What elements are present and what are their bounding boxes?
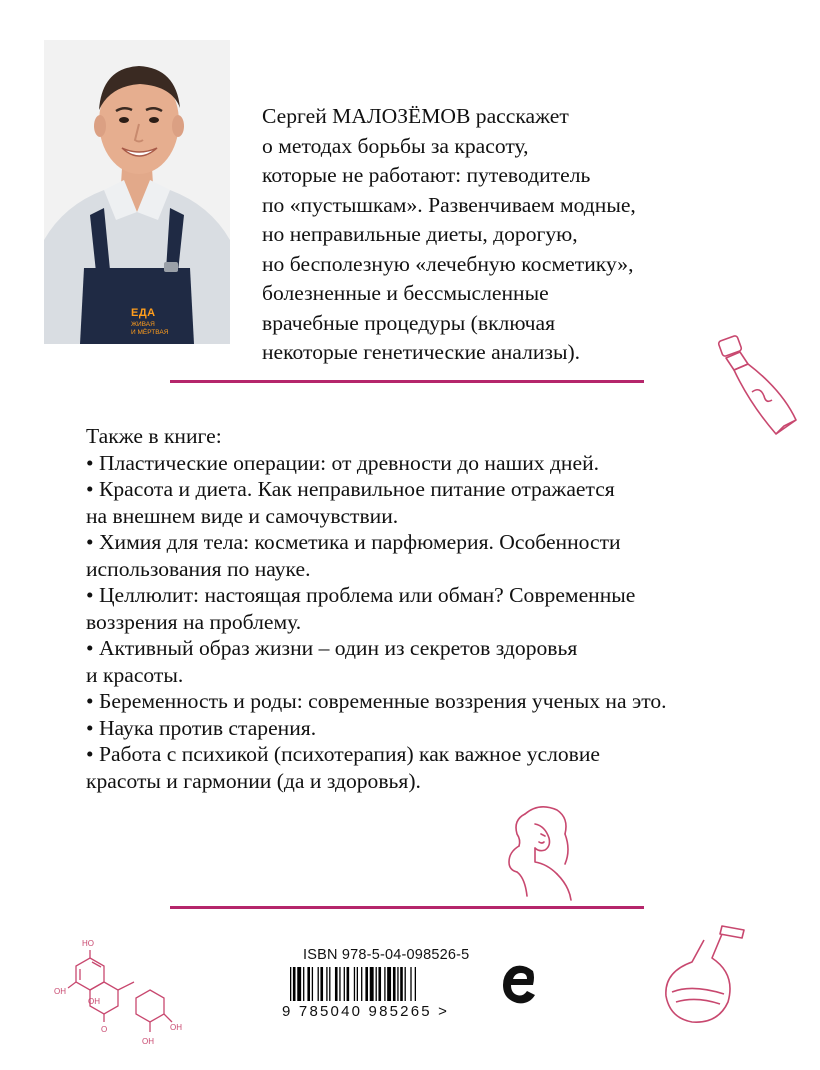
list-item: • Работа с психикой (психотерапия) как важное условие [86,742,600,766]
list-item: • Химия для тела: косметика и парфюмерия. Особенности [86,530,621,554]
barcode-bar [335,967,338,1001]
barcode-bar [347,967,350,1001]
list-item: • Целлюлит: настоящая проблема или обман? Современные [86,583,636,607]
barcode-bar [415,967,416,1001]
barcode-bar [405,967,406,1001]
barcode-bar [361,967,362,1001]
barcode-bar [290,967,291,1001]
barcode-bar [370,967,374,1001]
author-photo [44,40,230,344]
barcode-bar [344,967,345,1001]
barcode-bar [410,967,411,1001]
list-item: • Активный образ жизни – один из секретов здоровья [86,636,578,660]
list-item: • Красота и диета. Как неправильное питание отражается [86,477,615,501]
molecule-label: OH [142,1037,154,1046]
isbn-label: ISBN 978-5-04-098526-5 [303,947,470,963]
intro-line: Сергей МАЛОЗЁМОВ расскажет [262,104,569,128]
molecule-label: O [101,1025,108,1034]
molecule-label: OH [54,987,66,996]
also-in-book-list [86,423,766,794]
list-item: и красоты. [86,662,184,687]
list-item: воззрения на проблему. [86,609,302,634]
apron-logo: ЕДА [131,307,156,319]
list-item: • Пластические операции: от древности до наших дней. [86,450,600,475]
intro-line: о методах борьбы за красоту, [262,133,529,158]
intro-line: которые не работают: путеводитель [262,163,591,187]
intro-line: но бесполезную «лечебную косметику», [262,251,634,276]
intro-line: по «пустышкам». Развенчиваем модные, [262,192,636,217]
barcode-bar [318,967,319,1001]
list-item: красоты и гармонии (да и здоровья). [86,768,421,793]
barcode-bar [354,967,355,1001]
barcode-bar [393,967,396,1001]
woman-portrait-icon [495,800,585,904]
list-item: • Наука против старения. [86,715,317,740]
barcode-bar [307,967,310,1001]
barcode-bar [384,967,385,1001]
barcode-bar [303,967,304,1001]
intro-line: болезненные и бессмысленные [262,281,549,305]
intro-line: некоторые генетические анализы). [262,340,581,364]
barcode-digits: 9 785040 985265 > [282,1003,450,1020]
molecule-structure-icon [44,930,194,1058]
barcode-bar [365,967,368,1001]
intro-line: врачебные процедуры (включая [262,310,556,335]
barcode-bar [400,967,403,1001]
list-heading: Также в книге: [86,424,222,448]
intro-line: но неправильные диеты, дорогую, [262,222,578,246]
divider-bottom [170,906,644,909]
publisher-logo-icon [499,961,539,1007]
barcode-bar [293,967,296,1001]
molecule-label: OH [88,997,100,1006]
barcode-bar [312,967,313,1001]
list-item: на внешнем виде и самочувствии. [86,503,399,528]
barcode-bar [339,967,340,1001]
barcode-bar [357,967,358,1001]
list-item: использования по науке. [86,556,311,581]
flask-icon [662,918,762,1028]
barcode-bar [378,967,381,1001]
barcode-bar [397,967,398,1001]
divider-top [170,380,644,383]
barcode-bar [376,967,377,1001]
barcode-bar [297,967,301,1001]
molecule-label: HO [82,939,94,948]
intro-paragraph [262,102,732,368]
molecule-label: OH [170,1023,182,1032]
apron-subtitle: ЖИВАЯ И МЁРТВАЯ [131,321,169,336]
list-item: • Беременность и роды: современные воззрения ученых на это. [86,689,667,713]
barcode-bar [326,967,327,1001]
barcode-bar [320,967,323,1001]
barcode-bar [329,967,330,1001]
barcode-bar [387,967,391,1001]
